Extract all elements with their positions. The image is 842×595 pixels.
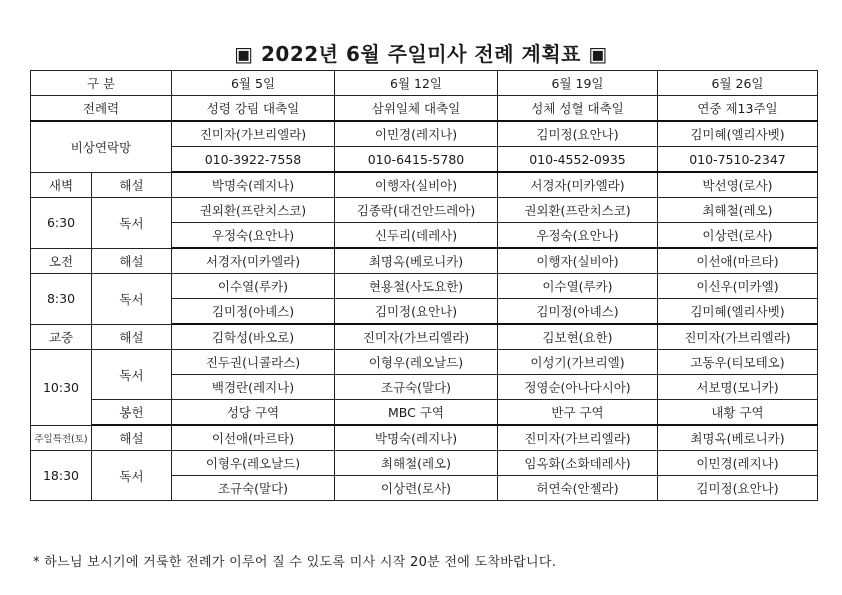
minister-cell: 김미정(아녜스) (172, 299, 335, 325)
role-label: 독서 (92, 350, 172, 400)
contact-phone: 010-4552-0935 (498, 147, 658, 173)
liturgy-cell: 연중 제13주일 (658, 96, 818, 122)
minister-cell: 박명숙(레지나) (172, 172, 335, 198)
role-label: 해설 (92, 425, 172, 451)
minister-cell: 진두권(니콜라스) (172, 350, 335, 375)
role-label: 독서 (92, 274, 172, 325)
morning-reading-row (31, 274, 818, 299)
minister-cell: 진미자(가브리엘라) (335, 324, 498, 350)
minister-cell: 정영순(아나다시아) (498, 375, 658, 400)
minister-cell: 서보명(모니카) (658, 375, 818, 400)
contact-name: 진미자(가브리엘라) (172, 121, 335, 147)
contact-name: 김미정(요안나) (498, 121, 658, 147)
emergency-label: 비상연락망 (31, 121, 172, 172)
header-label: 구 분 (31, 71, 172, 96)
minister-cell: 우정숙(요안나) (172, 223, 335, 249)
contact-phone: 010-7510-2347 (658, 147, 818, 173)
anticipated-commentary-row (31, 425, 818, 451)
offering-cell: 성당 구역 (172, 400, 335, 426)
minister-cell: 최명옥(베로니카) (335, 248, 498, 274)
contact-name: 이민경(레지나) (335, 121, 498, 147)
minister-cell: 김미정(아녜스) (498, 299, 658, 325)
minister-cell: 신두리(데레사) (335, 223, 498, 249)
offering-cell: 내황 구역 (658, 400, 818, 426)
role-label: 해설 (92, 324, 172, 350)
minister-cell: 이민경(레지나) (658, 451, 818, 476)
mass-label: 오전 (31, 248, 92, 274)
role-label: 독서 (92, 451, 172, 501)
date-cell: 6월 12일 (335, 71, 498, 96)
mass-label: 주일특전(토) (31, 425, 92, 451)
minister-cell: 진미자(가브리엘라) (658, 324, 818, 350)
offering-cell: 반구 구역 (498, 400, 658, 426)
role-label: 독서 (92, 198, 172, 249)
mass-time: 18:30 (31, 451, 92, 501)
minister-cell: 서경자(미카엘라) (172, 248, 335, 274)
minister-cell: 이신우(미카엘) (658, 274, 818, 299)
minister-cell: 이행자(실비아) (498, 248, 658, 274)
minister-cell: 이행자(실비아) (335, 172, 498, 198)
header-row (31, 71, 818, 96)
minister-cell: 김미혜(엘리사벳) (658, 299, 818, 325)
dawn-commentary-row (31, 172, 818, 198)
contact-phone: 010-3922-7558 (172, 147, 335, 173)
role-label: 해설 (92, 248, 172, 274)
mass-label: 교중 (31, 324, 92, 350)
date-cell: 6월 26일 (658, 71, 818, 96)
minister-cell: 최해철(레오) (658, 198, 818, 223)
date-cell: 6월 19일 (498, 71, 658, 96)
minister-cell: 조규숙(말다) (335, 375, 498, 400)
emergency-names-row (31, 121, 818, 147)
minister-cell: 우정숙(요안나) (498, 223, 658, 249)
mass-time: 6:30 (31, 198, 92, 249)
minister-cell: 김미정(요안나) (335, 299, 498, 325)
page-title: ▣ 2022년 6월 주일미사 전례 계획표 ▣ (234, 42, 608, 66)
school-commentary-row (31, 324, 818, 350)
minister-cell: 권외환(프란치스코) (498, 198, 658, 223)
offering-cell: MBC 구역 (335, 400, 498, 426)
contact-phone: 010-6415-5780 (335, 147, 498, 173)
minister-cell: 서경자(미카엘라) (498, 172, 658, 198)
mass-time: 10:30 (31, 350, 92, 426)
minister-cell: 이선애(마르타) (658, 248, 818, 274)
minister-cell: 허연숙(안젤라) (498, 476, 658, 501)
morning-commentary-row (31, 248, 818, 274)
minister-cell: 임옥화(소화데레사) (498, 451, 658, 476)
role-label: 봉헌 (92, 400, 172, 426)
minister-cell: 백경란(레지나) (172, 375, 335, 400)
minister-cell: 이성기(가브리엘) (498, 350, 658, 375)
minister-cell: 진미자(가브리엘라) (498, 425, 658, 451)
minister-cell: 박명숙(레지나) (335, 425, 498, 451)
schedule-table (30, 70, 818, 501)
school-offering-row (31, 400, 818, 426)
minister-cell: 김학성(바오로) (172, 324, 335, 350)
liturgy-cell: 삼위일체 대축일 (335, 96, 498, 122)
mass-label: 새벽 (31, 172, 92, 198)
minister-cell: 이상련(로사) (658, 223, 818, 249)
liturgy-cell: 성체 성혈 대축일 (498, 96, 658, 122)
minister-cell: 김미정(요안나) (658, 476, 818, 501)
minister-cell: 이수열(루카) (498, 274, 658, 299)
minister-cell: 이형우(레오날드) (172, 451, 335, 476)
liturgy-row (31, 96, 818, 122)
minister-cell: 이형우(레오날드) (335, 350, 498, 375)
mass-time: 8:30 (31, 274, 92, 325)
minister-cell: 김종락(대건안드레아) (335, 198, 498, 223)
date-cell: 6월 5일 (172, 71, 335, 96)
minister-cell: 권외환(프란치스코) (172, 198, 335, 223)
dawn-reading-row (31, 198, 818, 223)
minister-cell: 최해철(레오) (335, 451, 498, 476)
footer-note: * 하느님 보시기에 거룩한 전례가 이루어 질 수 있도록 미사 시작 20분 전에 도착바랍니다. (33, 555, 557, 570)
role-label: 해설 (92, 172, 172, 198)
minister-cell: 김보현(요한) (498, 324, 658, 350)
minister-cell: 조규숙(말다) (172, 476, 335, 501)
school-reading-row (31, 350, 818, 375)
liturgy-label: 전례력 (31, 96, 172, 122)
minister-cell: 고동우(티모테오) (658, 350, 818, 375)
minister-cell: 박선영(로사) (658, 172, 818, 198)
minister-cell: 이수열(루카) (172, 274, 335, 299)
anticipated-reading-row (31, 451, 818, 476)
contact-name: 김미혜(엘리사벳) (658, 121, 818, 147)
minister-cell: 최명옥(베로니카) (658, 425, 818, 451)
minister-cell: 이선애(마르타) (172, 425, 335, 451)
liturgy-cell: 성령 강림 대축일 (172, 96, 335, 122)
minister-cell: 이상련(로사) (335, 476, 498, 501)
minister-cell: 현용철(사도요한) (335, 274, 498, 299)
